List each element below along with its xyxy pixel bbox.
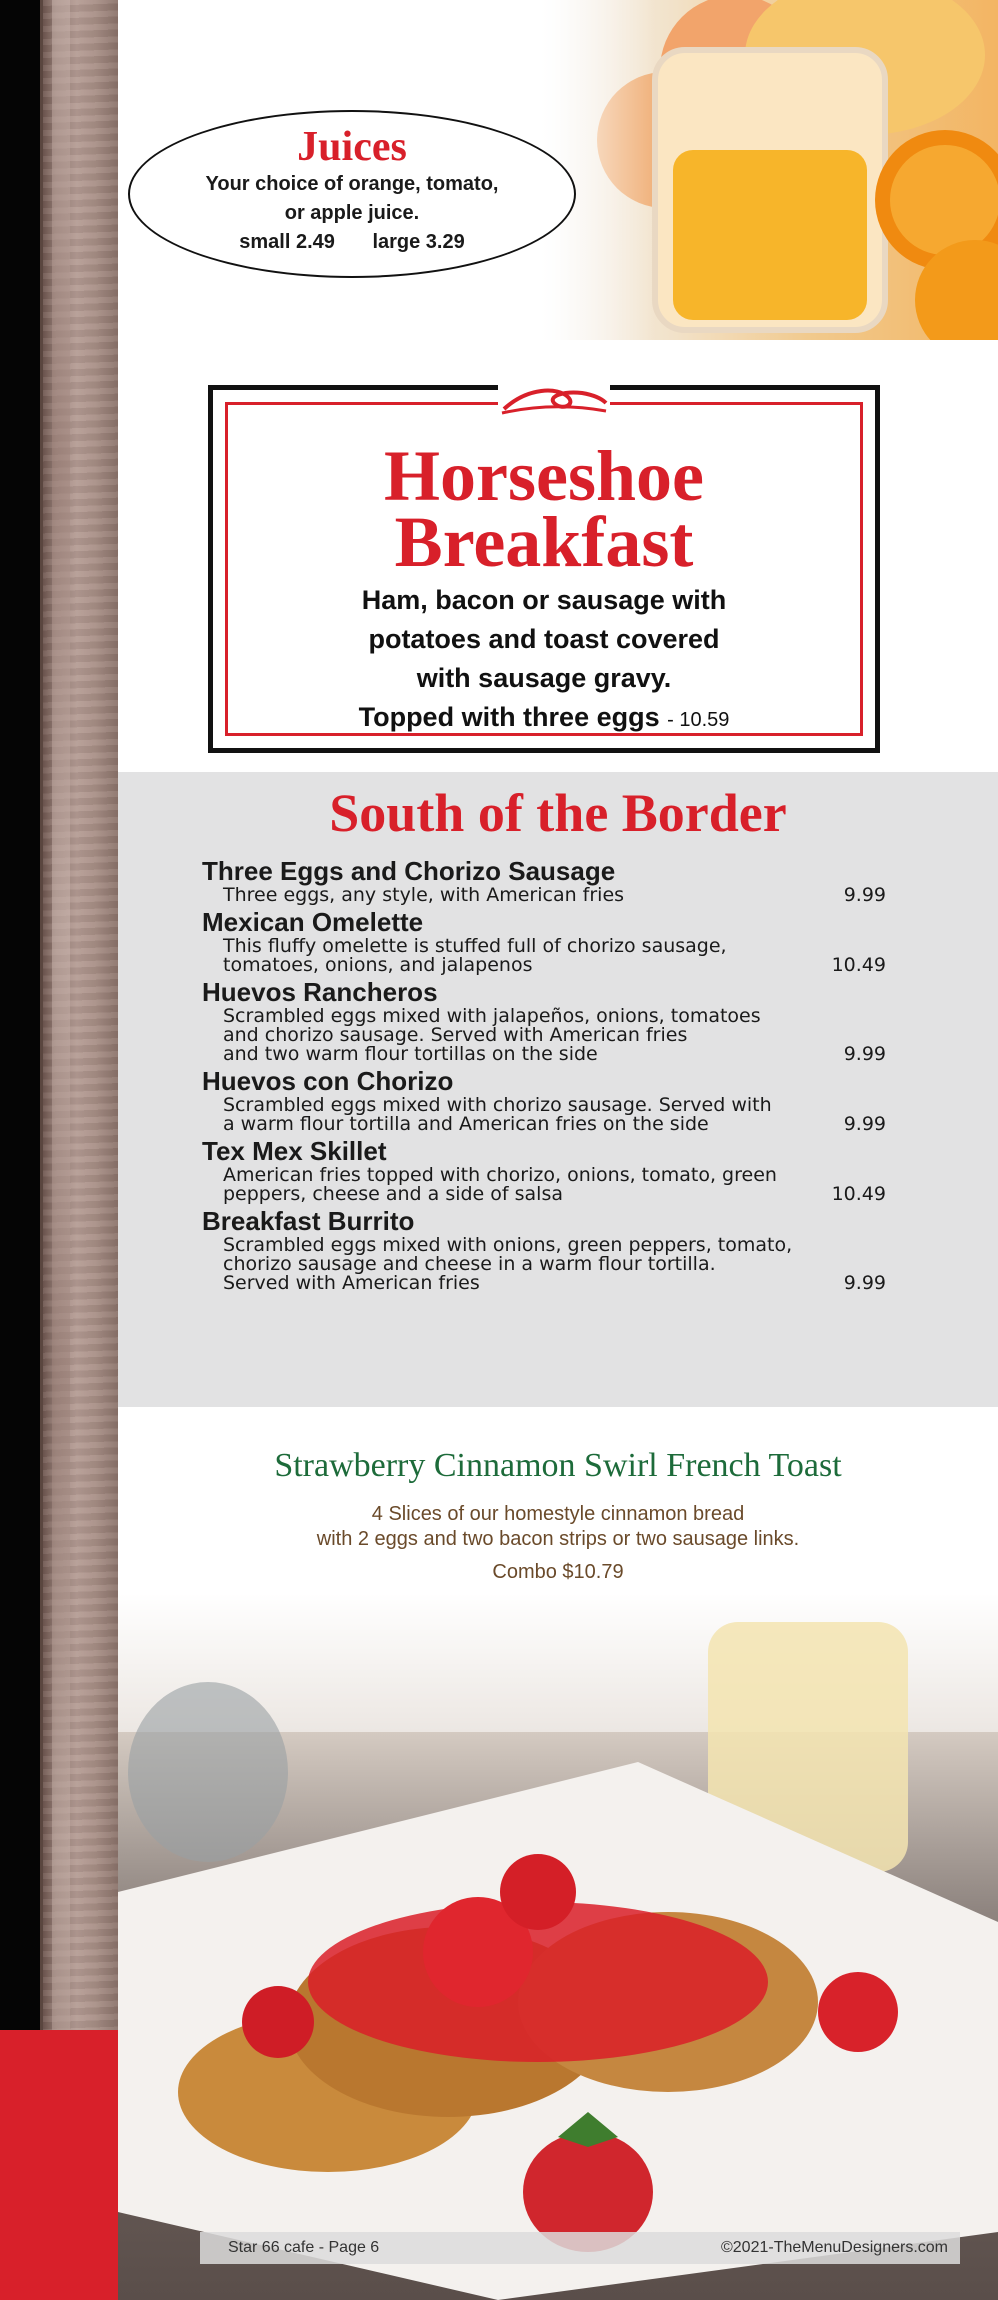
horseshoe-title: [228, 436, 860, 582]
footer-bar: [200, 2232, 960, 2264]
menu-item: [202, 856, 886, 905]
menu-item-desc-line: This fluffy omelette is stuffed full of chorizo sausage,: [223, 935, 727, 957]
menu-item: [202, 1136, 886, 1204]
menu-item-desc-line: chorizo sausage and cheese in a warm flour tortilla.: [223, 1253, 716, 1275]
menu-item-desc-line: Scrambled eggs mixed with onions, green peppers, tomato,: [223, 1234, 793, 1256]
menu-item-price: 10.49: [831, 954, 886, 976]
menu-item-description: [223, 1236, 886, 1293]
menu-item-description: [223, 1166, 886, 1204]
menu-item-price: 9.99: [843, 1113, 886, 1135]
menu-item-desc-line: peppers, cheese and a side of salsa: [223, 1183, 563, 1205]
juices-prices: [130, 228, 574, 257]
juices-panel: [128, 110, 576, 278]
footer-page-label: Star 66 cafe - Page 6: [228, 2239, 380, 2256]
juice-fill: [673, 150, 867, 320]
menu-item-desc-line: a warm flour tortilla and American fries on the side: [223, 1113, 709, 1135]
menu-item-description: [223, 937, 886, 975]
horseshoe-desc-line3: with sausage gravy.: [416, 663, 672, 693]
juices-description-line2: or apple juice.: [284, 202, 420, 224]
juices-price-small: small 2.49: [239, 231, 335, 253]
footer-copyright: ©2021-TheMenuDesigners.com: [720, 2239, 948, 2256]
french-toast-desc-line2: with 2 eggs and two bacon strips or two sausage links.: [316, 1528, 800, 1550]
menu-item: [202, 907, 886, 975]
orange-slice-inner: [890, 145, 998, 255]
horseshoe-price: - 10.59: [667, 709, 730, 731]
menu-item-price: 9.99: [843, 1043, 886, 1065]
left-spine-red-block: [0, 2030, 118, 2300]
french-toast-combo-price: Combo $10.79: [492, 1561, 624, 1583]
left-spine-stone-streak: [52, 0, 70, 2300]
menu-item-desc-line: American fries topped with chorizo, onions, tomato, green: [223, 1164, 777, 1186]
south-of-the-border-section: [118, 772, 998, 1407]
strawberry: [818, 1972, 898, 2052]
french-toast-illustration: [118, 1592, 998, 2300]
horseshoe-inner-frame: [225, 402, 863, 736]
french-toast-desc-line1: 4 Slices of our homestyle cinnamon bread: [371, 1503, 745, 1525]
horseshoe-description: [228, 581, 860, 740]
menu-item-price: 9.99: [843, 884, 886, 906]
menu-item-description: [223, 1007, 886, 1064]
menu-item-name: Huevos Rancheros: [202, 977, 438, 1007]
strawberry: [242, 1986, 314, 2058]
menu-item-name: Breakfast Burrito: [202, 1206, 415, 1236]
menu-item-name: Huevos con Chorizo: [202, 1066, 454, 1096]
menu-item-desc-line: and chorizo sausage. Served with American fries: [223, 1024, 688, 1046]
menu-item-price: 9.99: [843, 1272, 886, 1294]
menu-item-desc-line: and two warm flour tortillas on the side: [223, 1043, 598, 1065]
strawberry: [500, 1854, 576, 1930]
juices-description-line1: Your choice of orange, tomato,: [205, 173, 499, 195]
horseshoe-desc-line2: potatoes and toast covered: [368, 624, 720, 654]
menu-item-desc-line: Served with American fries: [223, 1272, 480, 1294]
horseshoe-desc-line4: [228, 698, 860, 740]
menu-item-name: Mexican Omelette: [202, 907, 424, 937]
menu-item: [202, 1206, 886, 1293]
french-toast-photo: [118, 1592, 998, 2300]
juice-photo: [535, 0, 998, 340]
french-toast-description: [118, 1502, 998, 1552]
shaker-shape: [128, 1682, 288, 1862]
horseshoe-breakfast-box: [208, 385, 880, 753]
horseshoe-desc-line1: Ham, bacon or sausage with: [361, 585, 727, 615]
menu-item: [202, 977, 886, 1064]
horseshoe-desc-line4-text: Topped with three eggs: [358, 702, 660, 732]
menu-item-description: [223, 1096, 886, 1134]
menu-item-description: [223, 886, 886, 905]
menu-item-list: [202, 856, 886, 1295]
menu-item: [202, 1066, 886, 1134]
menu-item-desc-line: tomatoes, onions, and jalapenos: [223, 954, 533, 976]
menu-item-desc-line: Scrambled eggs mixed with jalapeños, onions, tomatoes: [223, 1005, 761, 1027]
menu-item-desc-line: Three eggs, any style, with American fries: [223, 884, 625, 906]
menu-item-price: 10.49: [831, 1183, 886, 1205]
flourish-ornament-icon: [498, 383, 610, 419]
juices-title: Juices: [297, 124, 407, 170]
menu-item-name: Three Eggs and Chorizo Sausage: [202, 856, 616, 886]
south-of-the-border-title: South of the Border: [329, 783, 787, 843]
horseshoe-title-line2: Breakfast: [394, 502, 694, 582]
juices-price-large: large 3.29: [372, 231, 465, 253]
french-toast-title: Strawberry Cinnamon Swirl French Toast: [274, 1447, 842, 1484]
menu-item-desc-line: Scrambled eggs mixed with chorizo sausage. Served with: [223, 1094, 772, 1116]
horseshoe-title-line1: Horseshoe: [384, 436, 704, 516]
menu-item-name: Tex Mex Skillet: [202, 1136, 387, 1166]
